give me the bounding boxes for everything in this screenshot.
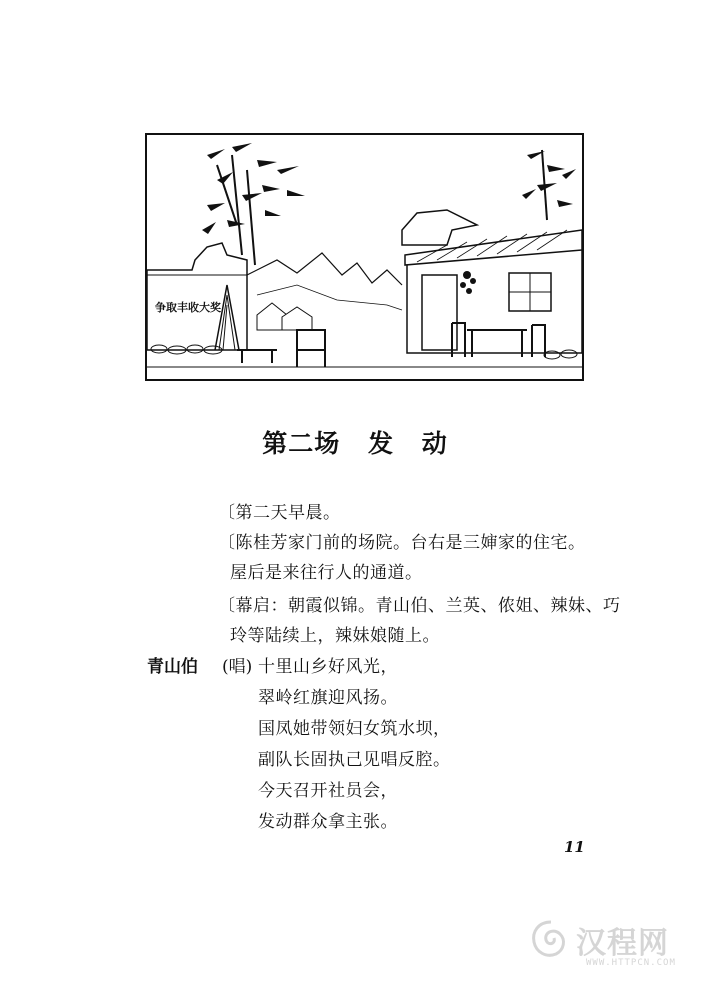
speaker-name: 青山伯	[147, 657, 198, 677]
stage-direction-line: 玲等陆续上，辣妹娘随上。	[230, 626, 440, 646]
watermark-logo-text: 汉程网	[576, 926, 669, 961]
lyric-line: 十里山乡好风光，	[258, 657, 398, 677]
watermark-url: WWW.HTTPCN.COM	[586, 958, 676, 968]
lyric-line: 翠岭红旗迎风扬。	[258, 688, 398, 708]
watermark	[528, 918, 698, 978]
scene-illustration	[145, 133, 584, 381]
lyric-line: 发动群众拿主张。	[258, 812, 398, 832]
lyric-line: 今天召开社员会，	[258, 781, 398, 801]
stage-direction-line: 〔陈桂芳家门前的场院。台右是三婶家的住宅。	[218, 533, 586, 553]
scene-title: 第二场 发 动	[262, 429, 448, 458]
lyric-line: 副队长固执己见唱反腔。	[258, 750, 451, 770]
stage-direction-line: 屋后是来往行人的通道。	[230, 563, 423, 583]
swirl-logo-icon	[528, 918, 574, 964]
village-courtyard-drawing	[147, 135, 582, 379]
sing-marker: (唱)	[222, 657, 253, 677]
page-number: 11	[564, 838, 585, 856]
stage-direction-line: 〔幕启：朝霞似锦。青山伯、兰英、侬姐、辣妹、巧	[218, 596, 621, 616]
stage-direction-line: 〔第二天早晨。	[218, 503, 341, 523]
lyric-line: 国凤她带领妇女筑水坝，	[258, 719, 451, 739]
wall-slogan: 争取丰收大奖	[155, 301, 221, 314]
